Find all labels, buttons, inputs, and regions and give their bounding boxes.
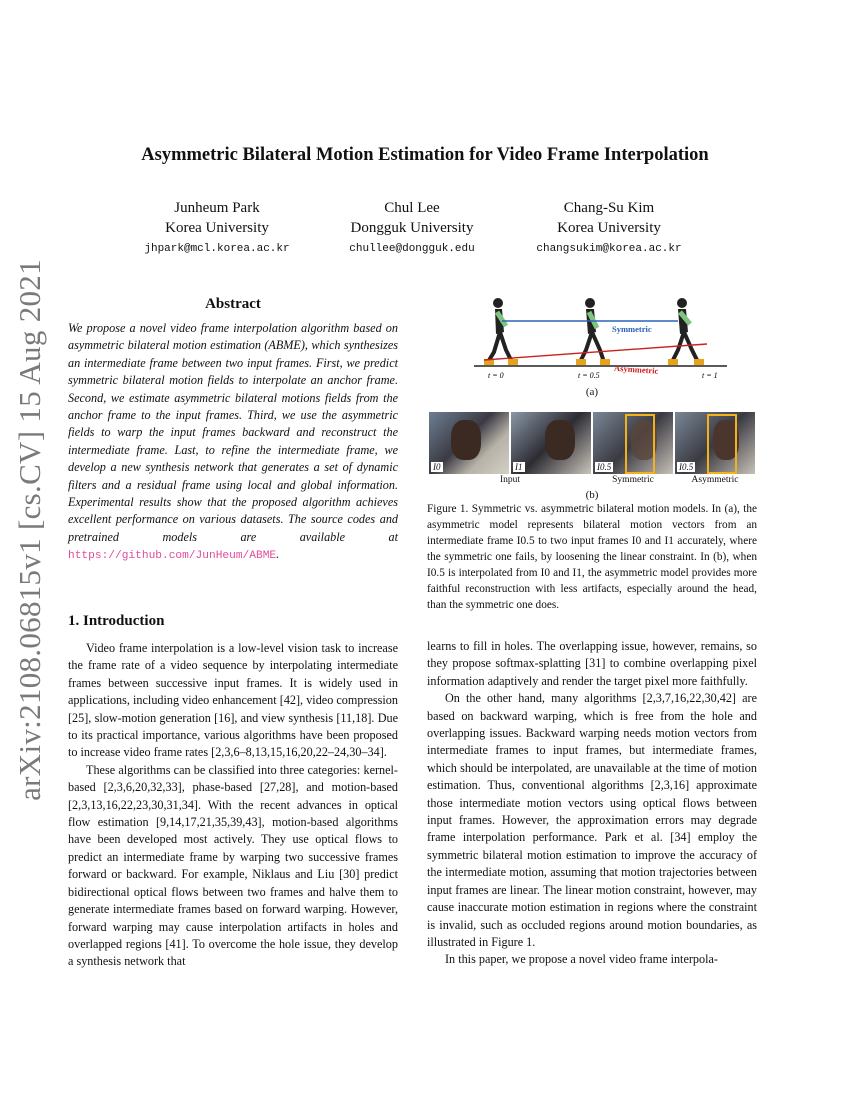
figure-1-caption: Figure 1. Symmetric vs. asymmetric bilateral motion models. In (a), the asymmetric model represents bilateral motion vectors from an intermediate frame I0.5 to two input frames I0 and I1 accurately, where the symmetric one fails, by loosening the linear constraint. In (b), when I0.5 is interpolated from I0 and I1, the asymmetric model provides more faithful reconstruction with less artifacts, especially around the head, than the symmetric one does. <box>427 503 757 611</box>
figure-1b-label: (b) <box>585 489 599 501</box>
author-affiliation: Dongguk University <box>350 220 474 236</box>
symmetric-label: Symmetric <box>612 324 652 334</box>
abstract-body: We propose a novel video frame interpolation algorithm based on asymmetric bilateral motion estimation (ABME), which synthesizes an intermediate frame between two input frames. First, we predict symmetric bilateral motion fields to interpolate an anchor frame. Second, we estimate asymmetric bilateral motions fields from the anchor frame to the input frames. Third, we use the asymmetric fields to warp the input frames backward and reconstruct the intermediate frame. Last, to refine the intermediate frame, we develop a new synthesis network that generates a set of dynamic filters and a residual frame using local and global information. Experimental results show that the proposed algorithm achieves excellent performance on various datasets. The source codes and pretrained models are available at https://github.com/JunHeum/ABME. <box>68 321 398 563</box>
frame-i1-label: I1 <box>515 462 523 472</box>
figure-1a-motion-diagram <box>472 290 732 380</box>
label-t1: t = 1 <box>702 371 718 380</box>
figure-1b-frames <box>429 412 759 488</box>
intro-column-left <box>68 640 398 971</box>
input-caption: Input <box>499 475 521 485</box>
frame-asymmetric-image <box>675 412 755 474</box>
symmetric-caption: Symmetric <box>612 475 654 485</box>
author-3 <box>509 198 709 260</box>
frame-symmetric-image <box>593 412 673 474</box>
author-affiliation: Korea University <box>165 220 269 236</box>
intro-paragraph-1: Video frame interpolation is a low-level vision task to increase the frame rate of a video sequence by interpolating intermediate frames between successive input frames. It is widely used in applications, including video enhancement [42], video compression [25], slow-motion generation [16], and view synthesis [11,18]. Due to its practical importance, various algorithms have been proposed to increase video frame rates [2,3,6–8,13,15,16,20,22–24,30–34]. <box>68 641 398 760</box>
label-t0: t = 0 <box>488 371 504 380</box>
intro-paragraph-5: In this paper, we propose a novel video frame interpola- <box>445 952 718 967</box>
author-name: Chang-Su Kim <box>563 200 655 216</box>
walker-t0 <box>484 298 518 365</box>
abstract-heading: Abstract <box>205 296 261 312</box>
author-affiliation: Korea University <box>557 220 661 236</box>
asymmetric-label: Asymmetric <box>613 362 659 376</box>
label-t05: t = 0.5 <box>578 371 600 380</box>
intro-paragraph-4: On the other hand, many algorithms [2,3,7,16,22,30,42] are based on backward warping, which is free from the hole and overlapping issues. Backward warping needs motion vectors from intermediate frames to input frames, but intermediate frames, which should be interpolated, are unavailable at the time of motion estimation. Thus, conventional algorithms [2,3,16] approximate those intermediate motion vectors using optical flows between input frames. However, the approximation errors may degrade frame interpolation performance. Park et al. [34] employ the symmetric bilateral motion estimation to improve the accuracy of the intermediate motion, assuming that motion trajectories between input frames are linear. The linear motion constraint, however, may cause inaccurate motion estimation in regions where the constraint is invalid, such as occluded regions around motion boundaries, as illustrated in Figure 1. <box>427 691 757 949</box>
asymmetric-caption: Asymmetric <box>691 475 739 485</box>
author-email: chullee@dongguk.edu <box>349 243 475 255</box>
intro-column-right <box>427 638 757 969</box>
frame-i05-symmetric-label: I0.5 <box>597 462 612 472</box>
walker-t1 <box>668 298 704 365</box>
abstract-text: We propose a novel video frame interpolation algorithm based on asymmetric bilateral motion estimation (ABME), which synthesizes an intermediate frame between two input frames. First, we predict symmetric bilateral motion fields to interpolate an anchor frame. Second, we estimate asymmetric bilateral motions fields from the anchor frame to the input frames. Third, we use the asymmetric fields to warp the input frames backward and reconstruct the intermediate frame. Last, to refine the intermediate frame, we develop a new synthesis network that generates a set of dynamic filters and a residual frame using local and global information. Experimental results show that the proposed algorithm achieves excellent performance on various datasets. The source codes and pretrained models are available at <box>68 321 398 544</box>
author-email: jhpark@mcl.korea.ac.kr <box>144 243 290 255</box>
intro-paragraph-2: These algorithms can be classified into three categories: kernel-based [2,3,6,20,32,33], phase-based [27,28], and motion-based [2,3,13,16,22,23,30,31,34]. With the recent advances in optical flow estimation [9,14,17,21,35,39,43], motion-based algorithms have been developed most actively. They use optical flows to predict an intermediate frame by warping two successive frames forward or backward. For example, Niklaus and Liu [30] predict bidirectional optical flows between two frames and halve them to generate intermediate frames based on forward warping. However, forward warping may cause interpolation artifacts in holes and overlapped regions [41]. To overcome the hole issue, they develop a synthesis network that <box>68 762 398 969</box>
frame-i0-image <box>429 412 509 474</box>
author-email: changsukim@korea.ac.kr <box>536 243 682 255</box>
author-2 <box>312 198 512 260</box>
paper-title: Asymmetric Bilateral Motion Estimation for Video Frame Interpolation <box>141 145 709 165</box>
frame-i1-image <box>511 412 591 474</box>
intro-paragraph-3: learns to fill in holes. The overlapping issue, however, remains, so they propose softmax-splatting [31] to combine overlapping pixel information adaptively and render the target pixel more faithfully. <box>427 639 757 688</box>
introduction-heading: 1. Introduction <box>68 613 165 629</box>
highlight-box <box>625 414 655 474</box>
frame-i0-label: I0 <box>433 462 441 472</box>
author-name: Chul Lee <box>384 200 440 216</box>
arxiv-stamp: arXiv:2108.06815v1 [cs.CV] 15 Aug 2021 <box>12 259 47 801</box>
walker-t05 <box>576 298 610 365</box>
frame-i05-asymmetric-label: I0.5 <box>679 462 694 472</box>
code-link[interactable]: https://github.com/JunHeum/ABME <box>68 550 277 563</box>
author-1 <box>117 198 317 260</box>
figure-1a-label: (a) <box>585 386 599 398</box>
highlight-box <box>707 414 737 474</box>
author-name: Junheum Park <box>174 200 260 216</box>
